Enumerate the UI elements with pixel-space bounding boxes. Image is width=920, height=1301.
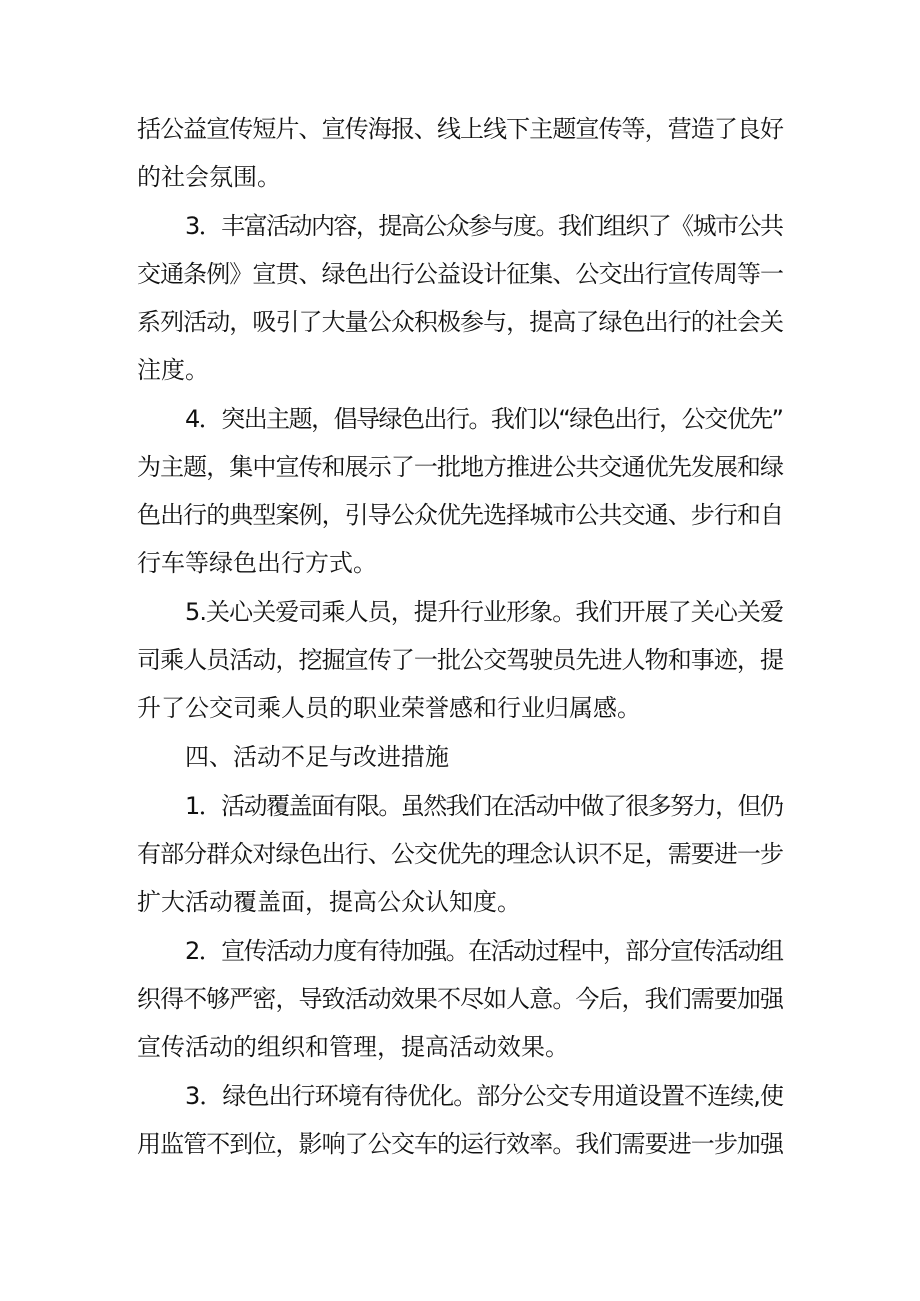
paragraph-start-3b: 3．绿色出行环境有待优化。部分公交专用道设置不连续,使 [185, 1082, 784, 1110]
text-line: 交通条例》宣贯、绿色出行公益设计征集、公交出行宣传周等一 [137, 260, 784, 288]
text-line: 升了公交司乘人员的职业荣誉感和行业归属感。 [137, 694, 641, 722]
paragraph-start-3: 3．丰富活动内容，提高公众参与度。我们组织了《城市公共 [185, 212, 783, 240]
paragraph-start-4: 4．突出主题，倡导绿色出行。我们以“绿色出行，公交优先” [185, 405, 783, 433]
text-line: 注度。 [137, 356, 209, 384]
paragraph-start-2: 2．宣传活动力度有待加强。在活动过程中，部分宣传活动组 [185, 937, 783, 965]
text-line: 行车等绿色出行方式。 [137, 549, 377, 577]
section-heading: 四、活动不足与改进措施 [185, 743, 449, 771]
text-line: 为主题，集中宣传和展示了一批地方推进公共交通优先发展和绿 [137, 453, 784, 481]
text-line: 司乘人员活动，挖掘宣传了一批公交驾驶员先进人物和事迹，提 [137, 646, 784, 674]
text-line: 有部分群众对绿色出行、公交优先的理念认识不足，需要进一步 [137, 840, 784, 868]
text-line: 色出行的典型案例，引导公众优先选择城市公共交通、步行和自 [137, 501, 784, 529]
text-line: 织得不够严密，导致活动效果不尽如人意。今后，我们需要加强 [137, 985, 784, 1013]
text-line: 用监管不到位，影响了公交车的运行效率。我们需要进一步加强 [137, 1130, 784, 1158]
text-line: 系列活动，吸引了大量公众积极参与，提高了绿色出行的社会关 [137, 308, 784, 336]
text-line: 扩大活动覆盖面，提高公众认知度。 [137, 888, 521, 916]
text-line: 宣传活动的组织和管理，提高活动效果。 [137, 1033, 569, 1061]
text-line: 的社会氛围。 [137, 163, 281, 191]
text-line: 括公益宣传短片、宣传海报、线上线下主题宣传等，营造了良好 [137, 115, 784, 143]
paragraph-start-5: 5.关心关爱司乘人员，提升行业形象。我们开展了关心关爱 [185, 598, 784, 626]
paragraph-start-1: 1．活动覆盖面有限。虽然我们在活动中做了很多努力，但仍 [185, 792, 783, 820]
